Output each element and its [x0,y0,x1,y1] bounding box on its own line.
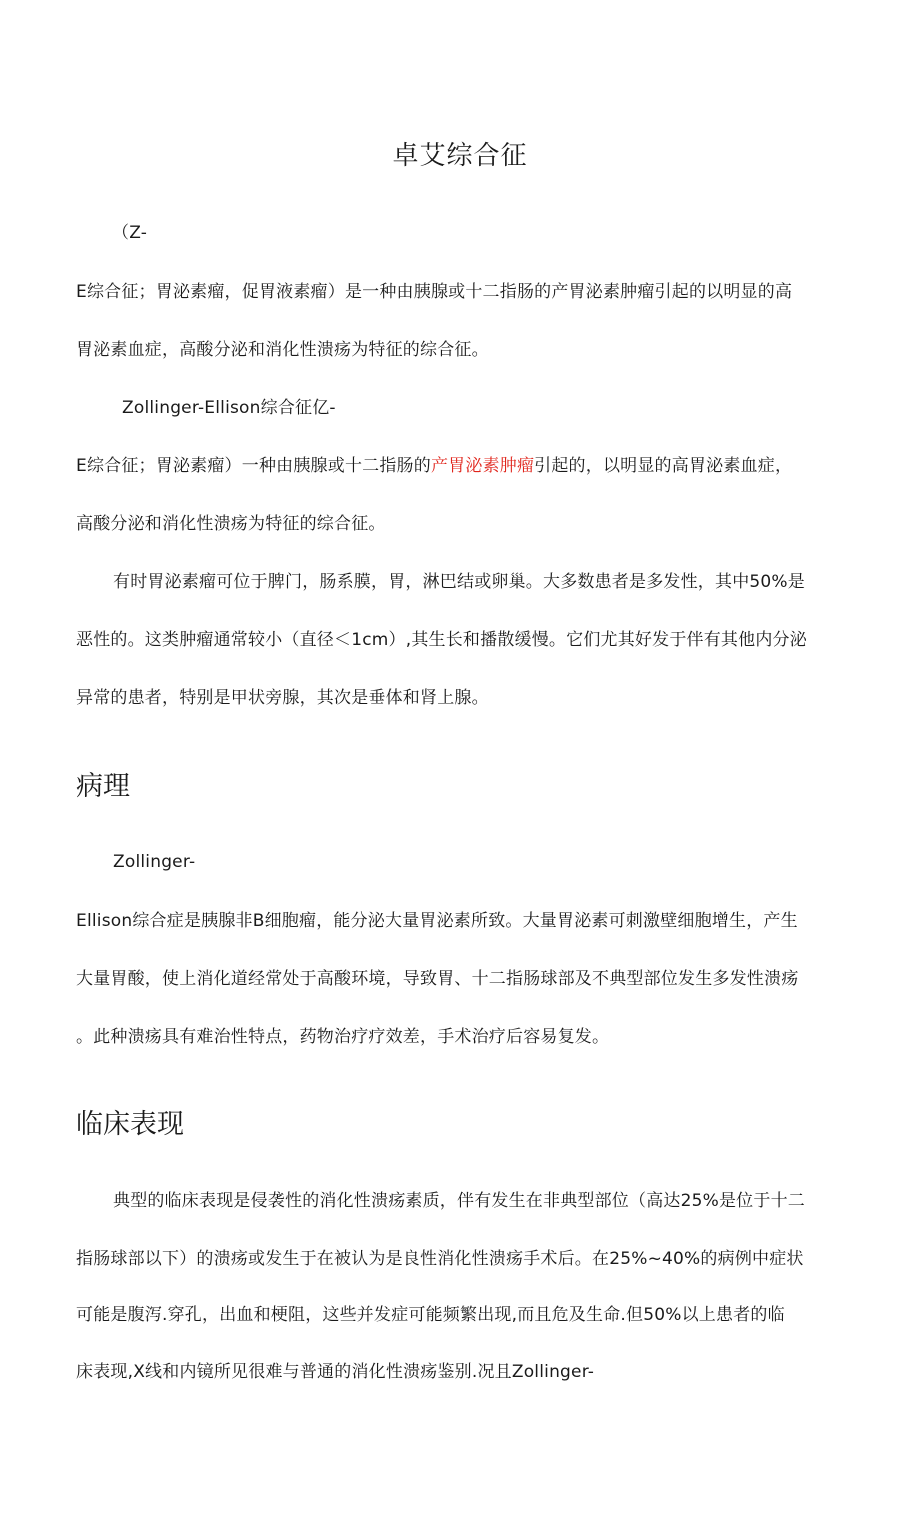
pathology-line-2: Ellison综合症是胰腺非B细胞瘤，能分泌大量胃泌素所致。大量胃泌素可刺激壁细胞增生，产生 [76,911,798,931]
clinical-line-1: 典型的临床表现是侵袭性的消化性溃疡素质，伴有发生在非典型部位（高达25%是位于十二 [113,1191,805,1211]
document-title: 卓艾综合征 [392,141,528,171]
pathology-line-4: 。此种溃疡具有难治性特点，药物治疗疗效差，手术治疗后容易复发。 [76,1027,610,1047]
def-line-3: 高酸分泌和消化性溃疡为特征的综合征。 [76,514,386,534]
def-line-2-text-a: E综合征；胃泌素瘤）一种由胰腺或十二指肠的 [76,456,431,476]
intro-line-2: E综合征；胃泌素瘤，促胃液素瘤）是一种由胰腺或十二指肠的产胃泌素肿瘤引起的以明显的高 [76,282,793,302]
def-line-2-text-b: 引起的，以明显的高胃泌素血症， [534,456,793,476]
clinical-line-4: 床表现,X线和内镜所见很难与普通的消化性溃疡鉴别.况且Zollinger- [76,1362,595,1382]
def-line-1: Zollinger-Ellison综合征亿- [122,398,336,418]
clinical-line-2: 指肠球部以下）的溃疡或发生于在被认为是良性消化性溃疡手术后。在25%~40%的病例中症状 [76,1249,804,1269]
location-line-1: 有时胃泌素瘤可位于脾门，肠系膜，胃，淋巴结或卵巢。大多数患者是多发性，其中50%是 [113,572,805,592]
clinical-heading: 临床表现 [76,1109,184,1140]
pathology-line-1: Zollinger- [113,852,196,872]
intro-line-3: 胃泌素血症，高酸分泌和消化性溃疡为特征的综合征。 [76,340,489,360]
location-line-2: 恶性的。这类肿瘤通常较小（直径＜1cm）,其生长和播散缓慢。它们尤其好发于伴有其他内分泌 [76,630,807,650]
location-line-3: 异常的患者，特别是甲状旁腺，其次是垂体和肾上腺。 [76,688,489,708]
def-line-2 [76,454,792,478]
highlighted-term: 产胃泌素肿瘤 [430,456,535,476]
intro-line-1: （Z- [112,223,148,243]
pathology-heading: 病理 [76,771,130,802]
pathology-line-3: 大量胃酸，使上消化道经常处于高酸环境，导致胃、十二指肠球部及不典型部位发生多发性溃疡 [76,969,799,989]
clinical-line-3: 可能是腹泻.穿孔，出血和梗阻，这些并发症可能频繁出现,而且危及生命.但50%以上患者的临 [76,1305,785,1325]
